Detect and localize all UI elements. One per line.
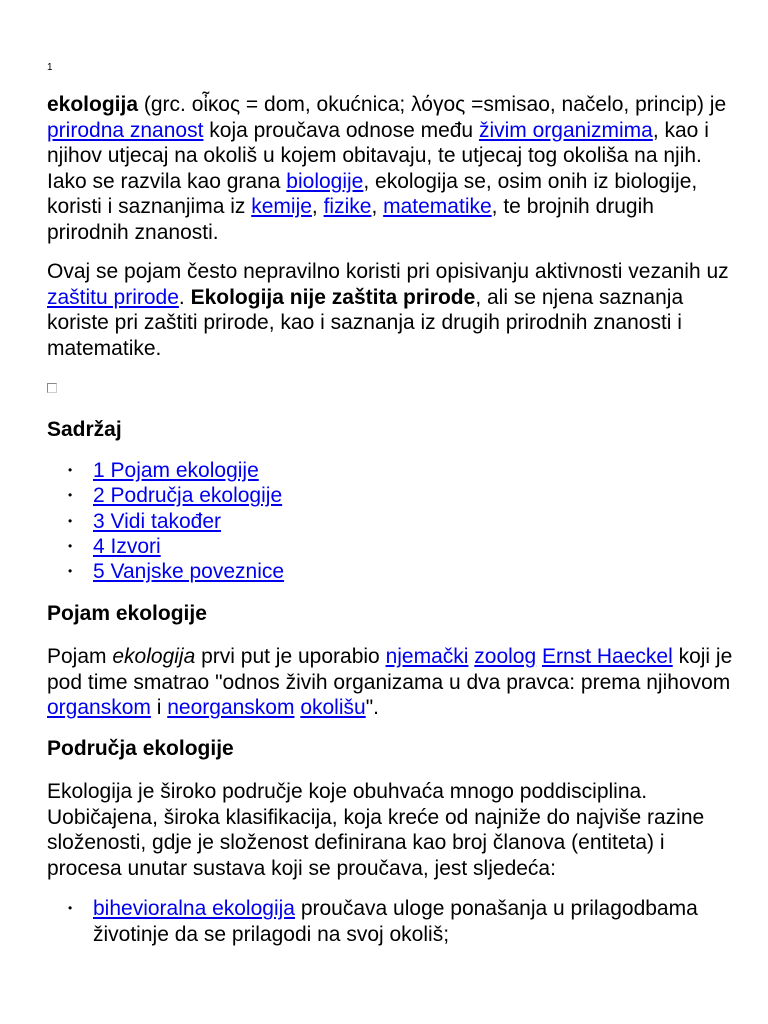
term-ekologija: ekologija — [47, 93, 139, 116]
list-item — [47, 896, 737, 947]
toc-list — [47, 458, 737, 584]
toc-link-vidi-takoder[interactable]: 3 Vidi također — [93, 509, 222, 533]
list-item — [47, 458, 737, 483]
link-neorganskom[interactable]: neorganskom — [167, 696, 295, 719]
intro-text: , — [311, 195, 324, 218]
pojam-italic: ekologija — [112, 645, 196, 668]
intro-text: , te brojnih drugih prirodnih znanosti. — [47, 195, 654, 244]
pojam-text: Pojam — [47, 645, 113, 668]
pojam-text: prvi put je uporabio — [195, 645, 386, 668]
toc-link-pojam[interactable]: 1 Pojam ekologije — [93, 459, 259, 482]
zastita-paragraph — [47, 259, 737, 361]
link-fizike[interactable]: fizike — [323, 195, 372, 218]
subdiscipline-list — [47, 896, 737, 947]
link-biologije[interactable]: biologije — [286, 169, 364, 193]
heading-pojam-ekologije: Pojam ekologije — [47, 602, 207, 625]
intro-text: koja proučava odnose među — [203, 118, 479, 142]
intro-etymology: (grc. οἶκος = dom, okućnica; λόγος =smisao, načelo, princip) je — [138, 93, 727, 116]
podrucja-paragraph: Ekologija je široko područje koje obuhvaća mnogo poddisciplina. Uobičajena, široka klasifikacija, koja kreće od najniže do najviše razine složenosti, gdje je složenost definirana kao broj članova (entiteta) i procesa unutar sustava koji se proučava, jest sljedeća: — [47, 780, 705, 880]
list-item-text: proučava uloge ponašanja u prilagodbama životinje da se prilagodi na svoj okoliš; — [93, 897, 698, 946]
link-prirodna-znanost[interactable]: prirodna znanost — [47, 118, 204, 142]
link-okolisu[interactable]: okolišu — [300, 696, 366, 719]
link-zoolog[interactable]: zoolog — [474, 645, 537, 668]
heading-podrucja-ekologije: Područja ekologije — [47, 737, 234, 760]
link-organskom[interactable]: organskom — [47, 696, 151, 719]
list-item — [47, 509, 737, 534]
toc-title: Sadržaj — [47, 418, 122, 441]
toc-link-podrucja[interactable]: 2 Područja ekologije — [93, 484, 283, 508]
link-kemije[interactable]: kemije — [251, 195, 312, 218]
link-matematike[interactable]: matematike — [383, 195, 492, 218]
pojam-text: i — [150, 696, 168, 719]
para2-text: , ali se njena saznanja koriste pri zaštiti prirode, kao i saznanja iz drugih prirodnih znanosti i matematike. — [47, 285, 684, 360]
pojam-paragraph — [47, 644, 737, 721]
link-ernst-haeckel[interactable]: Ernst Haeckel — [542, 645, 673, 668]
list-item — [47, 534, 737, 559]
link-njemacki[interactable]: njemački — [385, 645, 469, 668]
intro-text: , kao i njihov utjecaj na okoliš u kojem obitavaju, te utjecaj tog okoliša na njih. Iako se razvila kao grana — [47, 118, 709, 193]
link-bihevioralna-ekologija[interactable]: bihevioralna ekologija — [93, 897, 295, 920]
pojam-text: koji je pod time smatrao "odnos živih organizama u dva pravca: prema njihovom — [47, 645, 733, 694]
link-zivim-organizmima[interactable]: živim organizmima — [478, 118, 653, 142]
pojam-text: ". — [365, 696, 379, 719]
para2-bold: Ekologija nije zaštita prirode — [190, 285, 476, 309]
broken-image-icon — [47, 383, 57, 393]
list-item — [47, 483, 737, 508]
para2-text: Ovaj se pojam često nepravilno koristi pri opisivanju aktivnosti vezanih uz — [47, 260, 729, 283]
toc-link-vanjske-poveznice[interactable]: 5 Vanjske poveznice — [93, 560, 285, 584]
toc-link-izvori[interactable]: 4 Izvori — [93, 534, 161, 558]
page-number: 1 — [47, 62, 53, 73]
link-zastitu-prirode[interactable]: zaštitu prirode — [47, 285, 179, 309]
list-item — [47, 559, 737, 584]
para2-text: . — [178, 285, 191, 309]
intro-text: , ekologija se, osim onih iz biologije, koristi i saznanjima iz — [47, 169, 698, 218]
intro-text: , — [371, 195, 384, 218]
intro-paragraph — [47, 92, 737, 245]
